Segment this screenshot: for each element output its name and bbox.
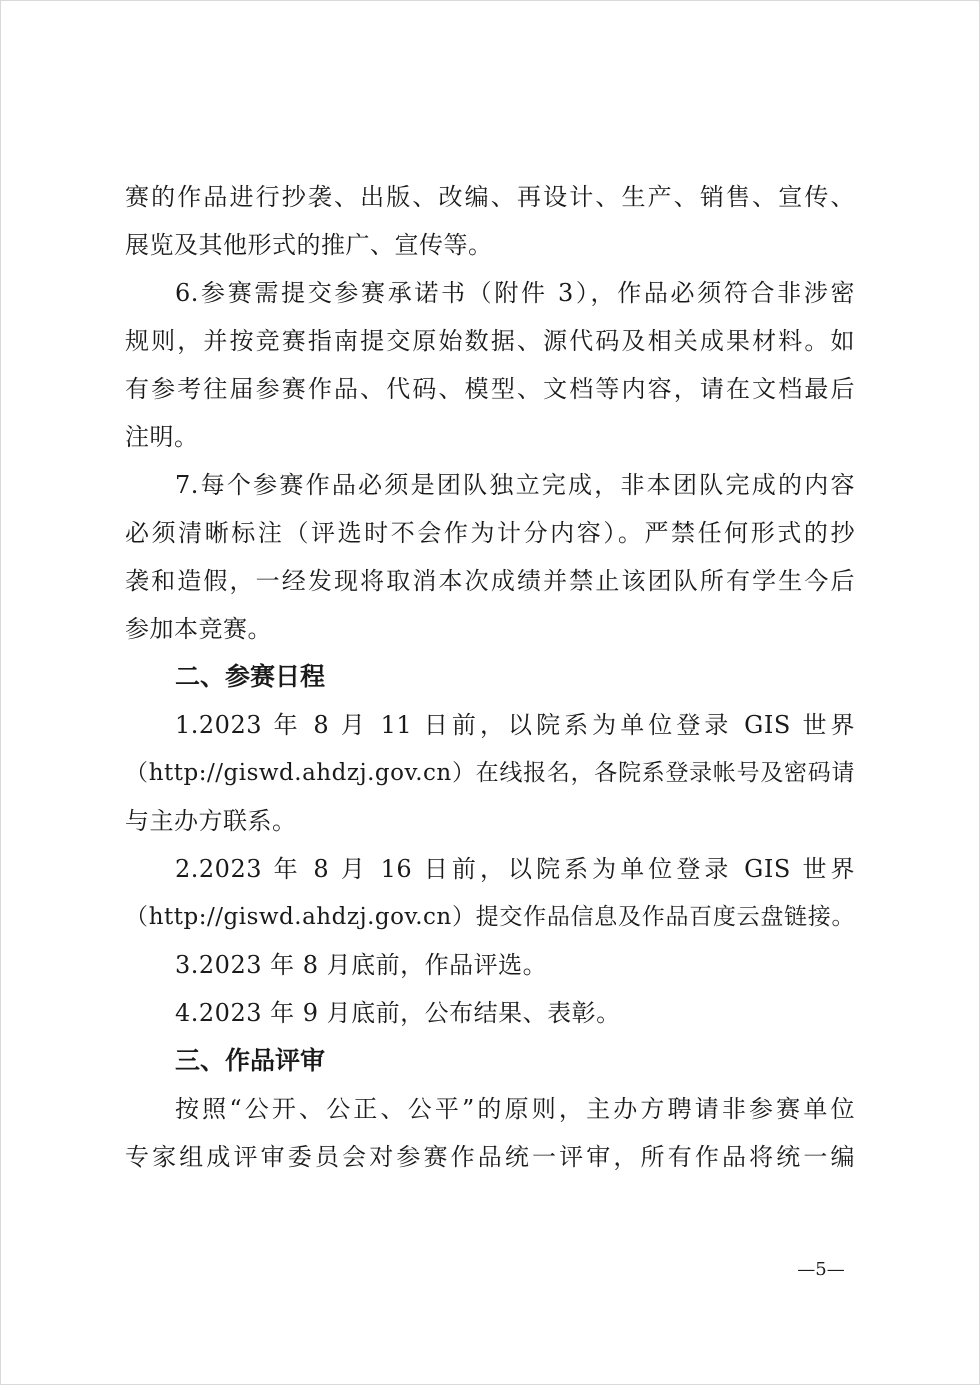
text-line: 与主办方联系。 xyxy=(125,807,297,835)
text-line: （http://giswd.ahdzj.gov.cn）提交作品信息及作品百度云盘链接。 xyxy=(125,904,855,930)
section-heading-schedule: 二、参赛日程 xyxy=(175,662,326,691)
text-line: 4.2023 年 9 月底前，公布结果、表彰。 xyxy=(175,999,621,1027)
section-heading-review: 三、作品评审 xyxy=(175,1046,326,1075)
text-line: 规则，并按竞赛指南提交原始数据、源代码及相关成果材料。如 xyxy=(125,327,855,355)
page-body xyxy=(125,173,855,1181)
text-line: 7.每个参赛作品必须是团队独立完成，非本团队完成的内容 xyxy=(175,471,855,499)
text-line: 有参考往届参赛作品、代码、模型、文档等内容，请在文档最后 xyxy=(125,375,855,403)
text-line: 展览及其他形式的推广、宣传等。 xyxy=(125,231,493,259)
text-line: 1.2023 年 8 月 11 日前，以院系为单位登录 GIS 世界 xyxy=(175,711,855,739)
text-line: 袭和造假，一经发现将取消本次成绩并禁止该团队所有学生今后 xyxy=(125,567,855,595)
text-line: 3.2023 年 8 月底前，作品评选。 xyxy=(175,951,548,979)
text-line: 必须清晰标注（评选时不会作为计分内容）。严禁任何形式的抄 xyxy=(125,519,855,547)
text-line: （http://giswd.ahdzj.gov.cn）在线报名，各院系登录帐号及密码请 xyxy=(125,760,855,786)
text-line: 赛的作品进行抄袭、出版、改编、再设计、生产、销售、宣传、 xyxy=(125,183,855,211)
text-line: 参加本竞赛。 xyxy=(125,615,272,643)
text-line: 2.2023 年 8 月 16 日前，以院系为单位登录 GIS 世界 xyxy=(175,855,855,883)
page-number: —5— xyxy=(797,1259,845,1280)
text-line: 6.参赛需提交参赛承诺书（附件 3），作品必须符合非涉密 xyxy=(175,279,855,307)
text-line: 专家组成评审委员会对参赛作品统一评审，所有作品将统一编 xyxy=(125,1143,855,1171)
text-line: 注明。 xyxy=(125,423,199,451)
text-line: 按照“公开、公正、公平”的原则，主办方聘请非参赛单位 xyxy=(175,1095,855,1123)
